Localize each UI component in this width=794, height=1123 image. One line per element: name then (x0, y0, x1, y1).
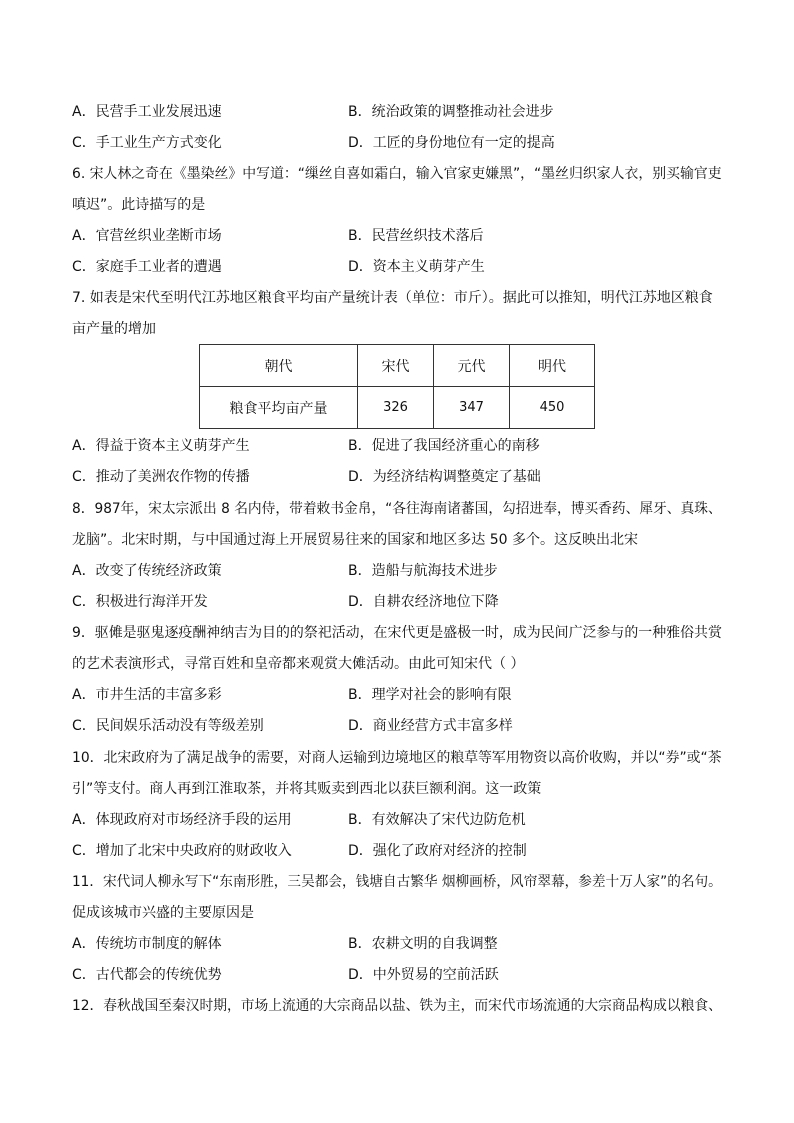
q11-option-b[interactable]: B．农耕文明的自我调整 (348, 936, 498, 952)
q8-option-b[interactable]: B．造船与航海技术进步 (348, 563, 498, 579)
q11-option-c[interactable]: C．古代都会的传统优势 (72, 967, 222, 983)
q11-option-d[interactable]: D．中外贸易的空前活跃 (348, 967, 499, 983)
q6-option-c[interactable]: C．家庭手工业者的遭遇 (72, 259, 222, 275)
q10-option-b[interactable]: B．有效解决了宋代边防危机 (348, 812, 526, 828)
q7-stem-line2: 亩产量的增加 (72, 321, 156, 337)
q10-option-a[interactable]: A．体现政府对市场经济手段的运用 (72, 812, 292, 828)
grain-yield-table (199, 344, 595, 429)
table-cell-song: 326 (358, 387, 434, 429)
q9-option-c[interactable]: C．民间娱乐活动没有等级差别 (72, 718, 264, 734)
q10-option-d[interactable]: D．强化了政府对经济的控制 (348, 843, 527, 859)
q7-stem-line1: 7. 如表是宋代至明代江苏地区粮食平均亩产量统计表（单位：市斤）。据此可以推知，明代江苏地区粮食 (72, 290, 713, 306)
q6-option-d[interactable]: D．资本主义萌芽产生 (348, 259, 485, 275)
q7-option-d[interactable]: D．为经济结构调整奠定了基础 (348, 469, 541, 485)
q12-stem-line1: 12．春秋战国至秦汉时期，市场上流通的大宗商品以盐、铁为主，而宋代市场流通的大宗商品构成以粮食、 (72, 998, 722, 1014)
q6-option-b[interactable]: B．民营丝织技术落后 (348, 228, 484, 244)
table-header-dynasty: 朝代 (200, 345, 358, 387)
q8-option-c[interactable]: C．积极进行海洋开发 (72, 594, 208, 610)
q11-stem-line2: 促成该城市兴盛的主要原因是 (72, 905, 254, 921)
q10-option-c[interactable]: C．增加了北宋中央政府的财政收入 (72, 843, 292, 859)
q5-option-d[interactable]: D．工匠的身份地位有一定的提高 (348, 135, 555, 151)
table-header-yuan: 元代 (434, 345, 510, 387)
q5-option-c[interactable]: C．手工业生产方式变化 (72, 135, 222, 151)
q11-option-a[interactable]: A．传统坊市制度的解体 (72, 936, 222, 952)
q8-option-a[interactable]: A．改变了传统经济政策 (72, 563, 222, 579)
q8-stem-line2: 龙脑”。北宋时期，与中国通过海上开展贸易往来的国家和地区多达 50 多个。这反映出北宋 (72, 532, 638, 548)
q11-stem-line1: 11．宋代词人柳永写下“东南形胜，三吴都会，钱塘自古繁华 烟柳画桥，风帘翠幕，参差十万人家”的名句。 (72, 874, 722, 890)
q8-option-d[interactable]: D．自耕农经济地位下降 (348, 594, 499, 610)
q6-stem-line2: 嗔迟”。此诗描写的是 (72, 197, 206, 213)
q7-option-b[interactable]: B．促进了我国经济重心的南移 (348, 438, 540, 454)
q10-stem-line2: 引”等支付。商人再到江淮取茶，并将其贩卖到西北以获巨额利润。这一政策 (72, 781, 542, 797)
table-row-label: 粮食平均亩产量 (200, 387, 358, 429)
q7-option-a[interactable]: A．得益于资本主义萌芽产生 (72, 438, 250, 454)
q5-option-a[interactable]: A．民营手工业发展迅速 (72, 104, 222, 120)
q5-option-b[interactable]: B．统治政策的调整推动社会进步 (348, 104, 554, 120)
table-header-ming: 明代 (510, 345, 595, 387)
q9-stem-line2: 的艺术表演形式，寻常百姓和皇帝都来观赏大傩活动。由此可知宋代（ ） (72, 656, 525, 672)
q9-option-d[interactable]: D．商业经营方式丰富多样 (348, 718, 513, 734)
q10-stem-line1: 10．北宋政府为了满足战争的需要，对商人运输到边境地区的粮草等军用物资以高价收购，并以“券”或“茶 (72, 750, 722, 766)
table-header-row (200, 345, 595, 387)
table-cell-yuan: 347 (434, 387, 510, 429)
table-header-song: 宋代 (358, 345, 434, 387)
q9-option-a[interactable]: A．市井生活的丰富多彩 (72, 687, 222, 703)
q8-stem-line1: 8．987年，宋太宗派出 8 名内侍，带着敕书金帛，“各往海南诸蕃国，勾招进奉，博买香药、犀牙、真珠、 (72, 501, 722, 517)
q7-option-c[interactable]: C．推动了美洲农作物的传播 (72, 469, 250, 485)
table-data-row (200, 387, 595, 429)
q6-stem-line1: 6. 宋人林之奇在《墨染丝》中写道：“缫丝自喜如霜白，输入官家吏嫌黑”，“墨丝归织家人衣，别买输官吏 (72, 166, 722, 182)
q9-option-b[interactable]: B．理学对社会的影响有限 (348, 687, 512, 703)
q9-stem-line1: 9．驱傩是驱鬼逐疫酬神纳吉为目的的祭祀活动，在宋代更是盛极一时，成为民间广泛参与的一种雅俗共赏 (72, 625, 722, 641)
table-cell-ming: 450 (510, 387, 595, 429)
q6-option-a[interactable]: A．官营丝织业垄断市场 (72, 228, 222, 244)
